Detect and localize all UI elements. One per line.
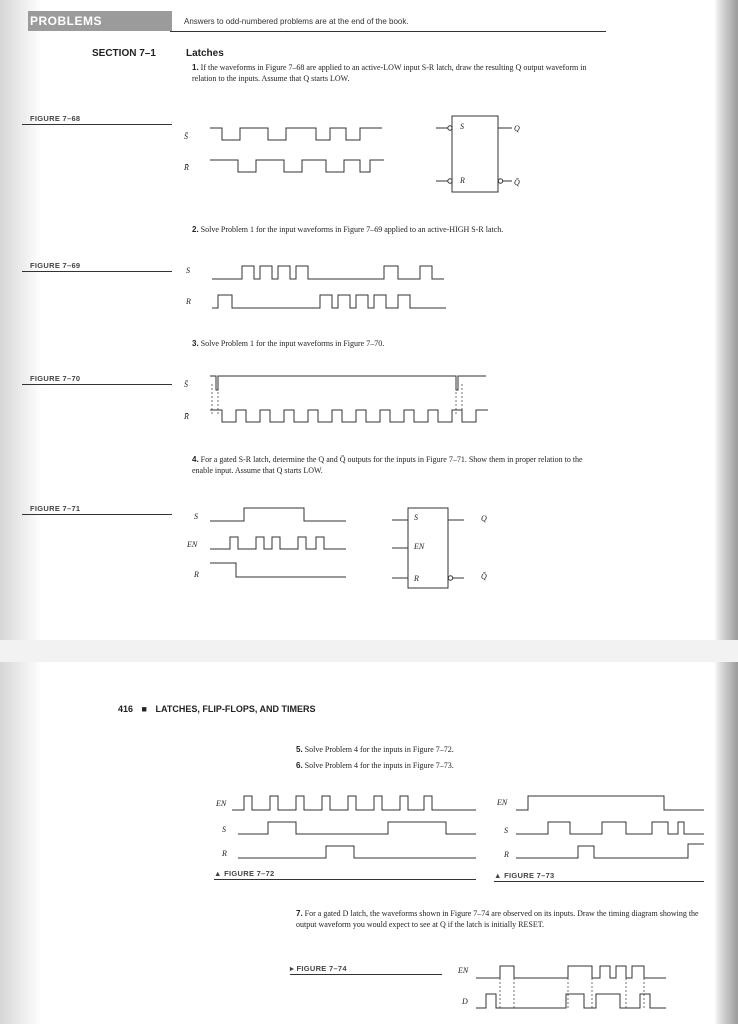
fig71-s-waveform [210, 508, 346, 521]
problem-6-text: Solve Problem 4 for the inputs in Figure 7–73. [304, 761, 454, 770]
fig68-s-bar-label: S̄ [184, 132, 188, 141]
figure-7-73-label: ▲ FIGURE 7–73 [494, 871, 555, 880]
page2-waveforms [0, 662, 738, 1024]
page-416 [0, 662, 738, 1024]
fig69-r-label: R [186, 297, 191, 306]
fig71-latch-en: EN [414, 542, 425, 551]
section-number: SECTION 7–1 [92, 48, 156, 59]
fig71-latch-block [408, 508, 448, 588]
fig72-s-label: S [222, 825, 226, 834]
figure-7-71-label: FIGURE 7–71 [30, 504, 81, 513]
fig72-r-label: R [222, 849, 227, 858]
fig68-r-bar-waveform [210, 160, 384, 172]
figure-7-68-label: FIGURE 7–68 [30, 114, 81, 123]
problem-2-number: 2. [192, 225, 199, 234]
figure-7-72-text: FIGURE 7–72 [224, 869, 275, 878]
figure-7-73-text: FIGURE 7–73 [504, 871, 555, 880]
page-number: 416 [118, 704, 134, 714]
fig73-en-waveform [516, 796, 704, 810]
fig72-s-waveform [238, 822, 476, 834]
fig68-latch-s: S [460, 122, 464, 131]
fig73-s-waveform [516, 822, 704, 834]
fig71-s-label: S [194, 512, 198, 521]
problem-2-text: Solve Problem 1 for the input waveforms in Figure 7–69 applied to an active-HIGH S-R latch. [200, 225, 504, 234]
problem-7-number: 7. [296, 909, 303, 918]
fig68-s-bar-waveform [210, 128, 382, 140]
fig72-en-label: EN [216, 799, 227, 808]
problem-1-text: If the waveforms in Figure 7–68 are applied to an active-LOW input S-R latch, draw the resulting Q output waveform in relation to the inputs. Assume that Q starts LOW. [192, 63, 587, 83]
fig71-latch-r: R [414, 574, 419, 583]
fig68-latch-r: R [460, 176, 465, 185]
problem-3-number: 3. [192, 339, 199, 348]
fig72-r-waveform [238, 846, 476, 858]
fig73-r-label: R [504, 850, 509, 859]
fig74-d-waveform [476, 994, 666, 1008]
problem-7-text: For a gated D latch, the waveforms shown in Figure 7–74 are observed on its inputs. Draw the timing diagram showing the output waveform you would expect to see at Q if the latch is initially RESET. [296, 909, 699, 929]
section-title: Latches [186, 48, 224, 59]
problems-header: PROBLEMS [28, 11, 172, 31]
fig73-r-waveform [516, 844, 704, 858]
fig69-s-waveform [212, 266, 444, 279]
problem-5-number: 5. [296, 745, 303, 754]
figure-7-74-label: ▸ FIGURE 7–74 [290, 964, 347, 973]
fig72-en-waveform [232, 796, 476, 810]
fig73-en-label: EN [497, 798, 508, 807]
fig68-latch-q-bar: Q̄ [514, 178, 520, 187]
fig71-r-label: R [194, 570, 199, 579]
fig70-s-bar-waveform [210, 376, 486, 390]
problem-4-text: For a gated S-R latch, determine the Q and Q̄ outputs for the inputs in Figure 7–71. Show them in proper relation to the enable input. Assume that Q starts LOW. [192, 455, 583, 475]
header-note: Answers to odd-numbered problems are at the end of the book. [184, 17, 409, 26]
figure-7-74-text: FIGURE 7–74 [296, 964, 347, 973]
problem-6-number: 6. [296, 761, 303, 770]
problem-3-text: Solve Problem 1 for the input waveforms in Figure 7–70. [200, 339, 385, 348]
fig74-en-waveform [476, 966, 666, 978]
fig68-r-bar-label: R̄ [184, 163, 189, 172]
fig70-r-bar-label: R̄ [184, 412, 189, 421]
fig74-en-label: EN [458, 966, 469, 975]
fig71-latch-s: S [414, 513, 418, 522]
fig71-r-waveform [210, 563, 346, 577]
fig73-s-label: S [504, 826, 508, 835]
fig71-latch-q: Q [481, 514, 487, 523]
figure-7-70-label: FIGURE 7–70 [30, 374, 81, 383]
fig74-d-label: D [462, 997, 468, 1006]
fig68-latch-q: Q [514, 124, 520, 133]
fig68-latch-block [452, 116, 498, 192]
fig69-s-label: S [186, 266, 190, 275]
fig71-latch-q-bar: Q̄ [481, 572, 487, 581]
fig69-r-waveform [212, 295, 446, 308]
fig71-en-waveform [210, 537, 346, 549]
figure-7-69-label: FIGURE 7–69 [30, 261, 81, 270]
problem-5-text: Solve Problem 4 for the inputs in Figure 7–72. [304, 745, 454, 754]
problem-4-number: 4. [192, 455, 199, 464]
figure-7-72-label: ▲ FIGURE 7–72 [214, 869, 275, 878]
problem-1-number: 1. [192, 63, 199, 72]
chapter-title: LATCHES, FLIP-FLOPS, AND TIMERS [155, 704, 316, 714]
fig70-s-bar-label: S̄ [184, 380, 188, 389]
fig70-r-bar-waveform [210, 410, 488, 422]
fig71-en-label: EN [187, 540, 198, 549]
running-head-bullet: ■ [141, 704, 147, 714]
